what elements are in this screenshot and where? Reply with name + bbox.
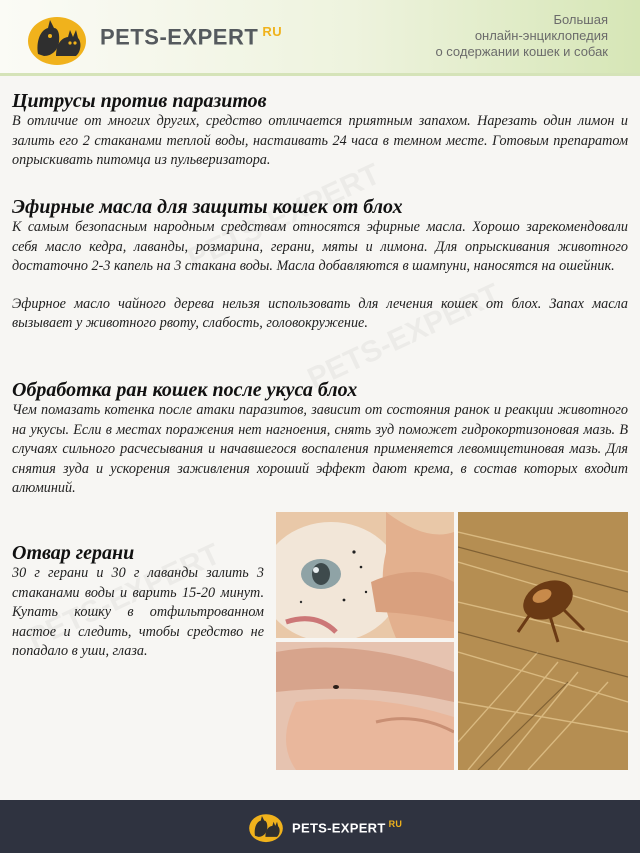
section-title: Обработка ран кошек после укуса блох (12, 379, 358, 401)
photo-collage (276, 512, 628, 770)
section-title: Эфирные масла для защиты кошек от блох (12, 196, 403, 218)
section-paragraph: Чем помазать котенка после атаки паразитов, зависит от состояния ранок и реакции животного на укусы. Если в местах поражения нет нагноения, снять зуд поможет гидрокортизоновая мазь. В случаях сильного расчесывания и начавшегося воспаления применяется левомицетиновая мазь. Для снятия зуда и ускорения заживления хороший эффект дают крема, в состав которых входит алюминий. (12, 402, 628, 497)
section-title: Цитрусы против паразитов (12, 90, 267, 112)
section-paragraph: К самым безопасным народным средствам относятся эфирные масла. Хорошо зарекомендовали себя масло кедра, лаванды, розмарина, герани, мяты и лимона. Для опрыскивания животного достаточно 2-3 капель на 3 стакана воды. Масла добавляются в шампуни, наносятся на ошейник. (12, 219, 628, 275)
cat-dog-logo-icon[interactable] (248, 810, 284, 844)
section-paragraph: 30 г герани и 30 г лаванды залить 3 стаканами воды и варить 15-20 минут. Купать кошку в отфильтрованном настое и следить, чтобы средство не попадало в уши, глаза. (12, 565, 264, 660)
site-footer (0, 800, 640, 853)
section-title: Отвар герани (12, 542, 135, 564)
site-header (0, 0, 640, 76)
brand-name[interactable]: PETS-EXPERT $^{RU}$ (100, 24, 283, 50)
kitten-eye-fleas-photo (276, 512, 454, 638)
site-tagline: Большая онлайн-энциклопедия о содержании кошек и собак (435, 12, 608, 59)
footer-brand-name[interactable]: PETS-EXPERT $^{RU}$ (292, 819, 403, 836)
cat-dog-logo-icon[interactable] (26, 12, 88, 66)
section-geranium (12, 542, 264, 662)
flea-on-finger-photo (276, 642, 454, 770)
section-citrus (12, 90, 628, 171)
section-paragraph: В отличие от многих других, средство отличается приятным запахом. Нарезать один лимон и залить его 2 стаканами теплой воды, настаивать 24 часа в темном месте. Готовым препаратом опрыскивать питомца из пульверизатора. (12, 113, 628, 169)
section-paragraph: Эфирное масло чайного дерева нельзя использовать для лечения кошек от блох. Запах масла вызывает у животного рвоту, слабость, головокружение. (12, 295, 628, 332)
section-essential-oils (12, 196, 628, 334)
section-wound-treatment (12, 379, 628, 499)
flea-macro-photo (458, 512, 628, 770)
